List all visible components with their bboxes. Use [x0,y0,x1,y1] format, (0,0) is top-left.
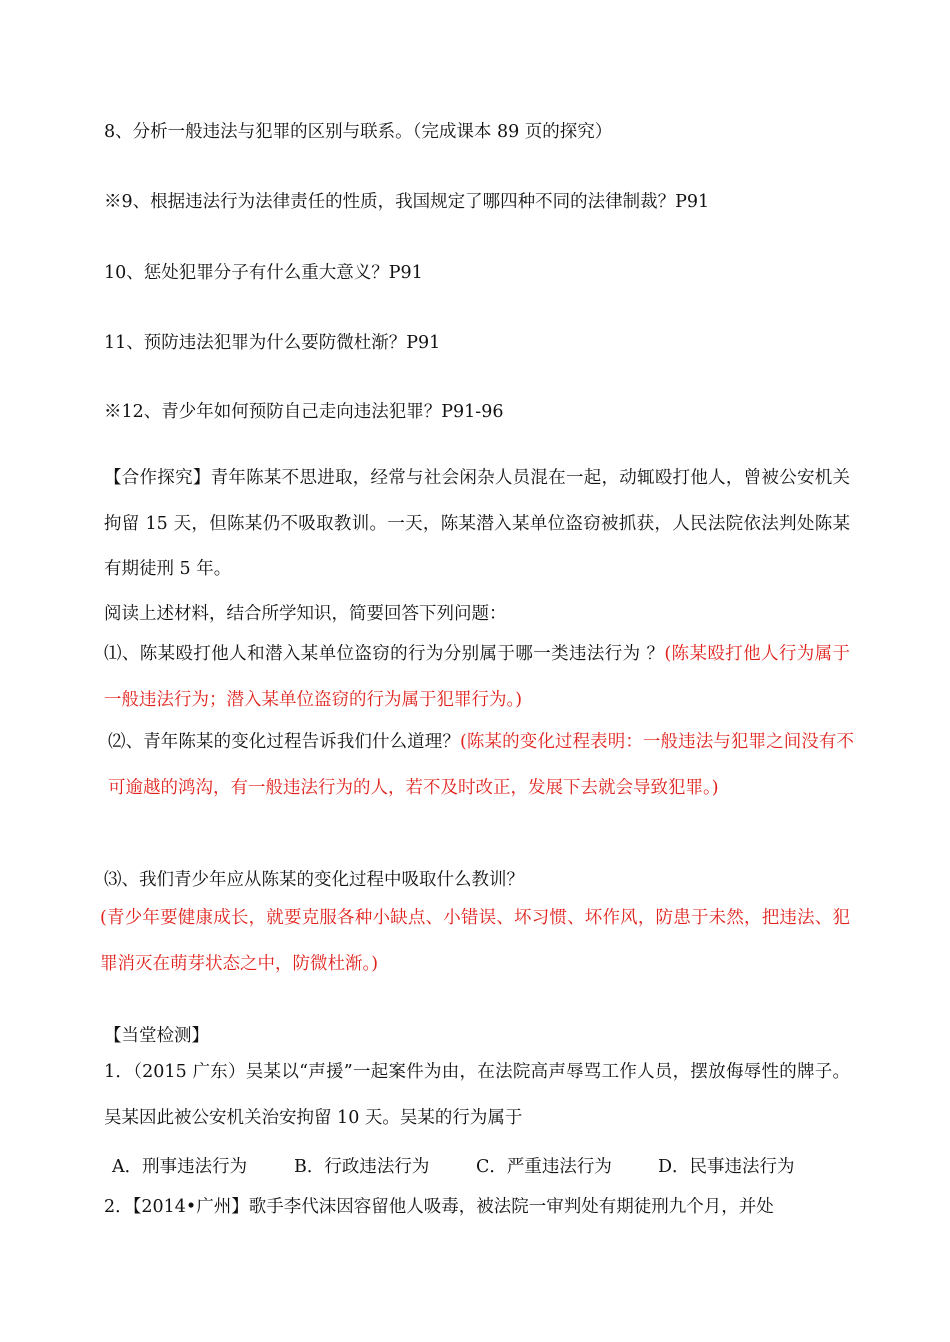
option-a: A．刑事违法行为 [112,1157,248,1177]
test-question-1-options [112,1153,795,1178]
sub-question-1-answer: (陈某殴打他人行为属于一般违法行为；潜入某单位盗窃的行为属于犯罪行为。) [104,644,851,710]
material-text: 青年陈某不思进取，经常与社会闲杂人员混在一起，动辄殴打他人，曾被公安机关拘留 15 天，但陈某仍不吸取教训。一天，陈某潜入某单位盗窃被抓获，人民法院依法判处陈某有期徒刑 5 年。 [104,468,850,579]
section-label-cooperative: 【合作探究】 [104,468,211,488]
sub-question-2-text: ⑵、青年陈某的变化过程告诉我们什么道理？ [108,732,460,752]
question-11: 11、预防违法犯罪为什么要防微杜渐？P91 [104,333,441,353]
section-label-class-test: 【当堂检测】 [104,1026,209,1046]
option-c: C．严重违法行为 [476,1157,612,1177]
test-question-1: 1．（2015 广东）吴某以“声援”一起案件为由，在法院高声辱骂工作人员，摆放侮辱性的牌子。吴某因此被公安机关治安拘留 10 天。吴某的行为属于 [104,1062,850,1128]
option-b: B．行政违法行为 [294,1157,430,1177]
question-10: 10、惩处犯罪分子有什么重大意义？P91 [104,263,423,283]
sub-question-3-text: ⑶、我们青少年应从陈某的变化过程中吸取什么教训？ [104,870,524,890]
question-12: ※12、青少年如何预防自己走向违法犯罪？P91-96 [104,402,504,422]
sub-question-2-answer: (陈某的变化过程表明：一般违法与犯罪之间没有不可逾越的鸿沟，有一般违法行为的人，若不及时改正，发展下去就会导致犯罪。) [108,732,855,798]
question-9: ※9、根据违法行为法律责任的性质，我国规定了哪四种不同的法律制裁？P91 [104,192,710,212]
sub-question-2 [108,720,854,811]
cooperative-inquiry-material [104,456,850,593]
question-8: 8、分析一般违法与犯罪的区别与联系。（完成课本 89 页的探究） [104,122,613,142]
test-question-2: 2．【2014•广州】歌手李代沫因容留他人吸毒，被法院一审判处有期徒刑九个月，并处 [104,1197,774,1217]
option-d: D．民事违法行为 [658,1157,795,1177]
sub-question-1 [104,632,850,723]
instruction-text: 阅读上述材料，结合所学知识，简要回答下列问题： [104,604,507,624]
sub-question-1-text: ⑴、陈某殴打他人和潜入某单位盗窃的行为分别属于哪一类违法行为 ？ [104,644,665,664]
sub-question-3-answer: (青少年要健康成长，就要克服各种小缺点、小错误、坏习惯、坏作风，防患于未然，把违法、犯罪消灭在萌芽状态之中，防微杜渐。) [100,908,850,974]
